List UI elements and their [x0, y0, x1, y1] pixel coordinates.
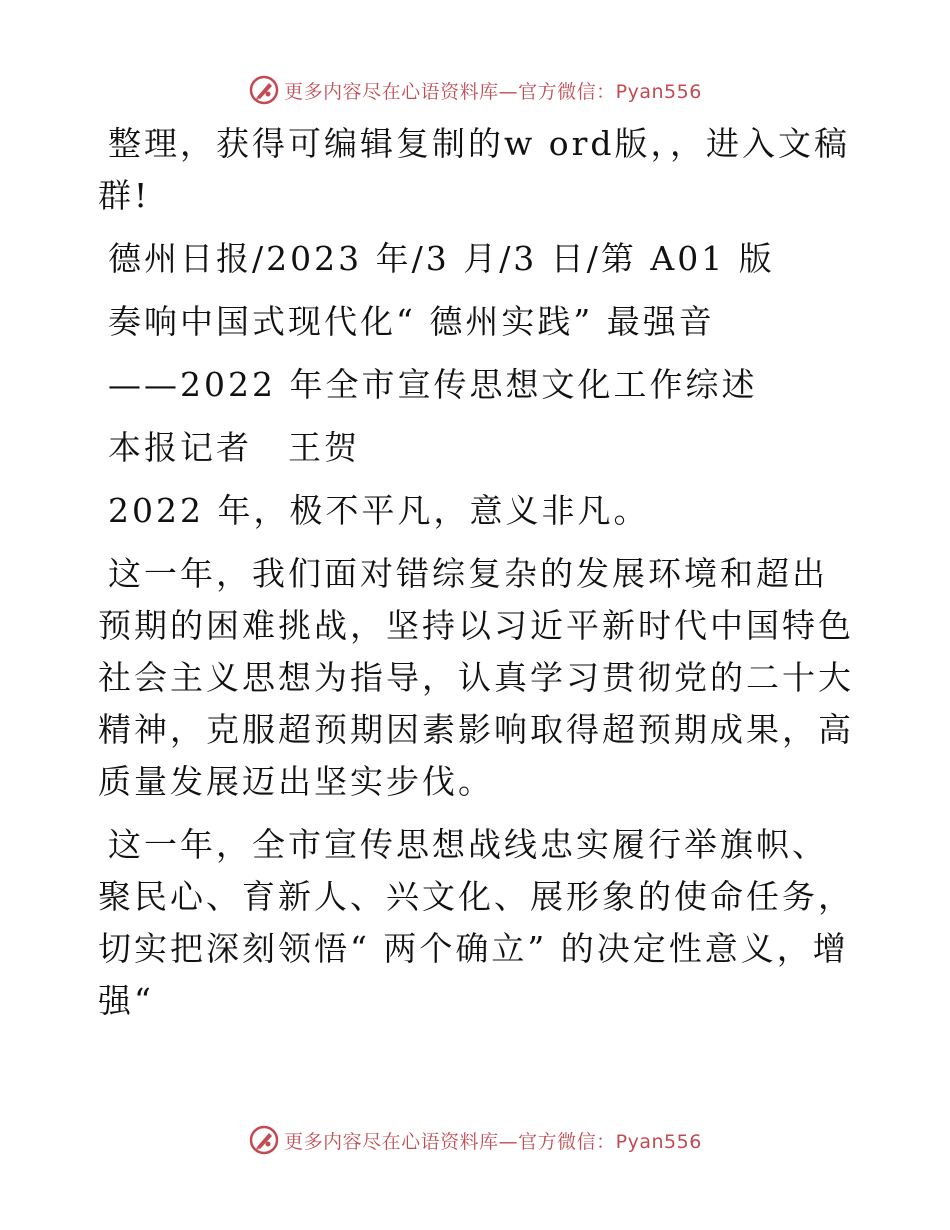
pen-seal-logo-icon [248, 74, 280, 106]
doc-paragraph-body-2: 这一年，全市宣传思想战线忠实履行举旗帜、聚民心、育新人、兴文化、展形象的使命任务，切实把深刻领悟“ 两个确立” 的决定性意义，增强“ [98, 825, 854, 1020]
doc-paragraph-byline: 本报记者 王贺 [108, 428, 360, 467]
pen-seal-logo-icon [248, 1124, 280, 1156]
doc-paragraph-title: 奏响中国式现代化“ 德州实践” 最强音 [108, 302, 715, 341]
footer-watermark-banner [0, 1120, 950, 1160]
doc-paragraph-subtitle: ——2022 年全市宣传思想文化工作综述 [108, 365, 758, 404]
doc-paragraph-intro: 整理，获得可编辑复制的w ord版，，进入文稿群! [98, 124, 851, 215]
header-watermark-banner [0, 70, 950, 110]
doc-paragraph-source: 德州日报/2023 年/3 月/3 日/第 A01 版 [108, 239, 775, 278]
doc-paragraph-body-1: 这一年，我们面对错综复杂的发展环境和超出预期的困难挑战，坚持以习近平新时代中国特色社会主义思想为指导，认真学习贯彻党的二十大精神，克服超预期因素影响取得超预期成果，高质量发展迈出坚实步伐。 [98, 554, 854, 801]
document-body [98, 118, 858, 1038]
header-banner-text: 更多内容尽在心语资料库—官方微信：Pyan556 [284, 80, 702, 103]
footer-banner-text: 更多内容尽在心语资料库—官方微信：Pyan556 [284, 1130, 702, 1153]
doc-paragraph-lead: 2022 年，极不平凡，意义非凡。 [108, 491, 650, 530]
